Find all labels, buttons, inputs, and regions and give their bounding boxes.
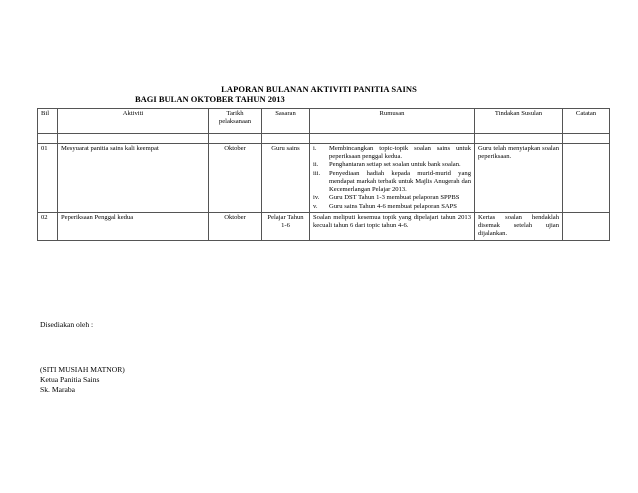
row-tarikh: Oktober: [209, 212, 262, 240]
row-rumusan: Soalan meliputi kesemua topik yang dipelajari tahun 2013 kecuali tahun 6 dari topic tahun 4-6.: [310, 212, 475, 240]
school-name: Sk. Maraba: [40, 385, 76, 394]
row-sasaran: Guru sains: [262, 144, 310, 213]
rumusan-list: [313, 145, 471, 211]
preparer-position: Ketua Panitia Sains: [40, 375, 100, 384]
row-tarikh: Oktober: [209, 144, 262, 213]
row-tindakan: Guru telah menyiapkan soalan peperiksaan.: [475, 144, 563, 213]
header-rumusan: Rumusan: [310, 109, 475, 134]
row-bil: 01: [38, 144, 58, 213]
table-row: [38, 212, 610, 240]
rumusan-item: ii. Penghantaran setiap set soalan untuk bank soalan.: [313, 161, 461, 169]
row-rumusan: [310, 144, 475, 213]
header-tindakan: Tindakan Susulan: [475, 109, 563, 134]
signature-block: [40, 365, 125, 395]
prepared-by-label: Disediakan oleh :: [40, 320, 94, 329]
rumusan-item: i. Membincangkan topic-topik soalan sains untuk peperiksaan penggal kedua.: [313, 145, 471, 161]
rumusan-item: v. Guru sains Tahun 4-6 membuat pelaporan SAPS: [313, 202, 457, 210]
header-tarikh: Tarikh pelaksanaan: [209, 109, 262, 134]
row-catatan: [563, 144, 610, 213]
rumusan-item: iii. Penyediaan hadiah kepada murid-murid yang mendapat markah terbaik untuk Majlis Anugerah dan Kecemerlangan Pelajar 2013.: [313, 169, 471, 194]
rumusan-item: iv. Guru DST Tahun 1-3 membuat pelaporan SPPBS: [313, 194, 460, 202]
table-row: [38, 144, 610, 213]
header-sasaran: Sasaran: [262, 109, 310, 134]
header-aktiviti: Aktiviti: [58, 109, 209, 134]
header-catatan: Catatan: [563, 109, 610, 134]
row-aktiviti: Peperiksaan Penggal kedua: [58, 212, 209, 240]
report-table: [37, 108, 610, 241]
report-subtitle: BAGI BULAN OKTOBER TAHUN 2013: [135, 94, 285, 104]
header-bil: Bil: [38, 109, 58, 134]
row-sasaran: Pelajar Tahun 1-6: [262, 212, 310, 240]
report-title: LAPORAN BULANAN AKTIVITI PANITIA SAINS: [221, 84, 417, 94]
table-header-row: [38, 109, 610, 134]
row-tindakan: Kertas soalan hendaklah disemak setelah ujian dijalankan.: [475, 212, 563, 240]
preparer-name: (SITI MUSIAH MATNOR): [40, 365, 125, 374]
row-bil: 02: [38, 212, 58, 240]
row-catatan: [563, 212, 610, 240]
spacer-row: [38, 134, 610, 144]
row-aktiviti: Mesyuarat panitia sains kali keempat: [58, 144, 209, 213]
